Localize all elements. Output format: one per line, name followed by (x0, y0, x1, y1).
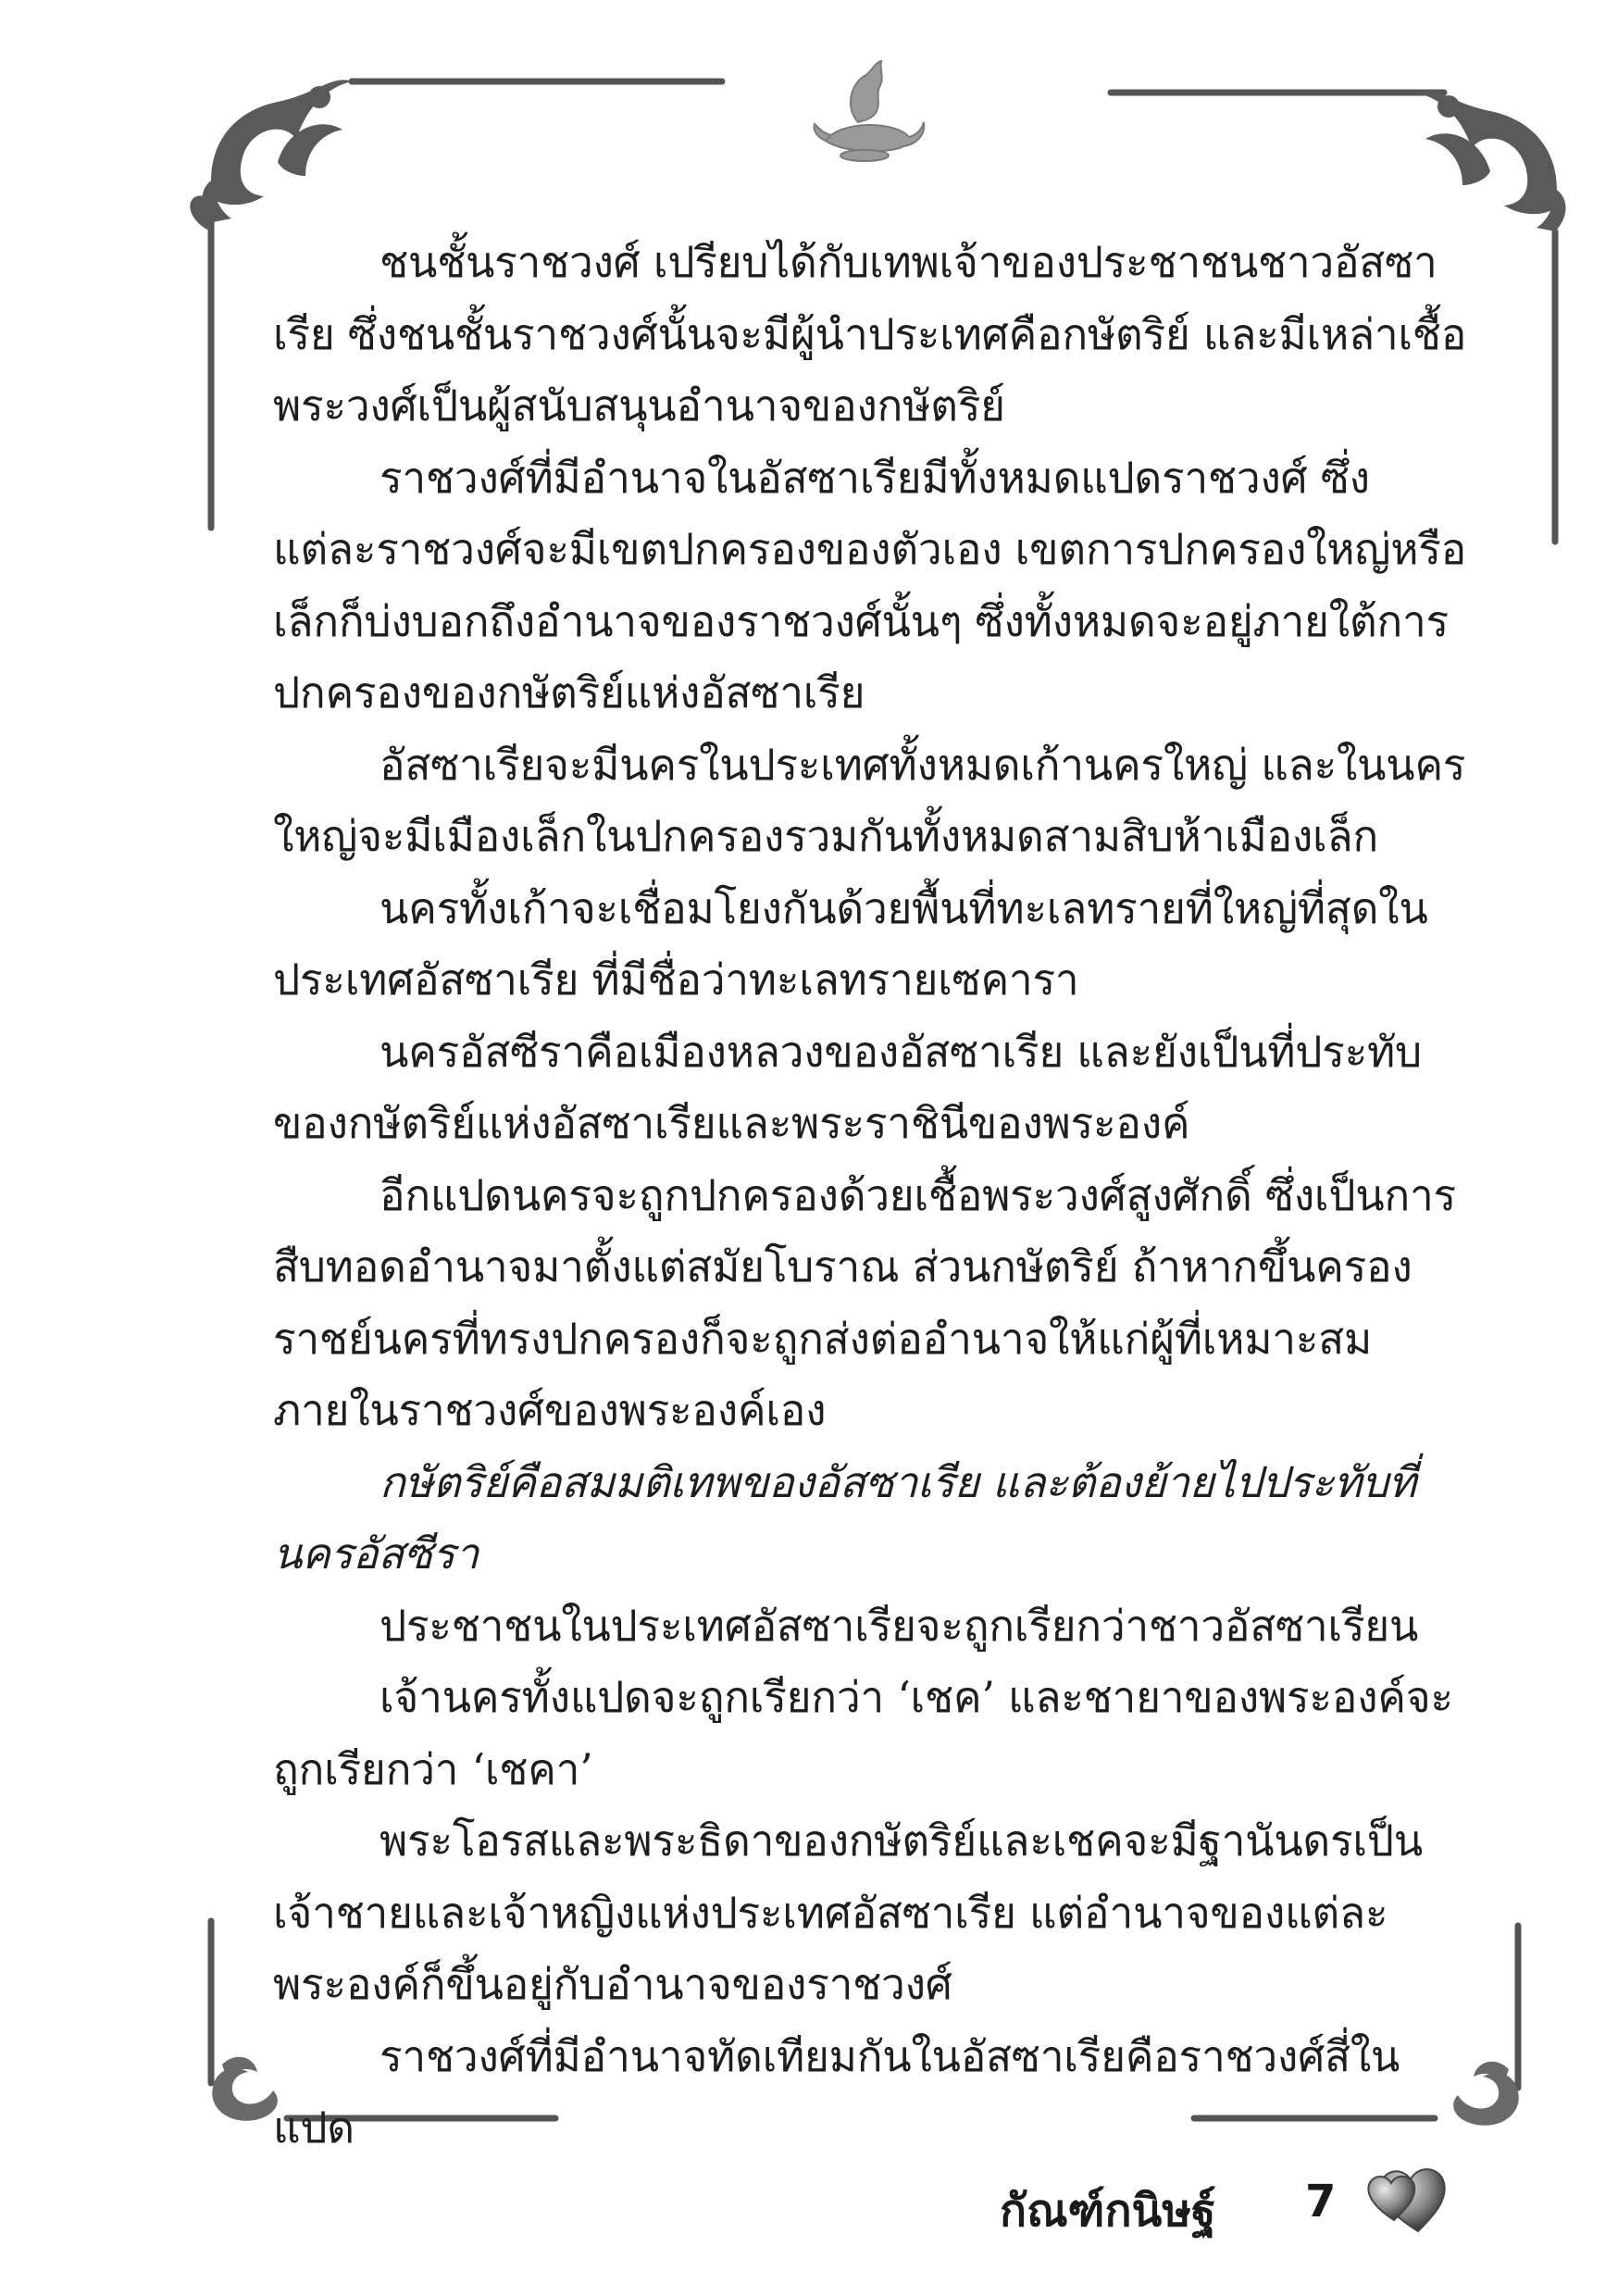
paragraph: นครอัสซีราคือเมืองหลวงของอัสซาเรีย และยังเป็นที่ประทับของกษัตริย์แห่งอัสซาเรียและพระราชินีของพระองค์ (273, 1026, 1422, 1148)
footer-author: กัณฑ์กนิษฐ์ (1000, 2185, 1216, 2237)
paragraph: ราชวงศ์ที่มีอำนาจในอัสซาเรียมีทั้งหมดแปดราชวงศ์ ซึ่งแต่ละราชวงศ์จะมีเขตปกครองของตัวเอง เขตการปกครองใหญ่หรือเล็กก็บ่งบอกถึงอำนาจของราชวงศ์นั้นๆ ซึ่งทั้งหมดจะอยู่ภายใต้การปกครองของกษัตริย์แห่งอัสซาเรีย (273, 452, 1466, 718)
top-right-flourish (1416, 91, 1566, 231)
paragraph: อัสซาเรียจะมีนครในประเทศทั้งหมดเก้านครใหญ่ และในนครใหญ่จะมีเมืองเล็กในปกครองรวมกันทั้งหมดสามสิบห้าเมืองเล็ก (273, 739, 1466, 861)
hearts-icon (1361, 2155, 1462, 2239)
paragraph: อีกแปดนครจะถูกปกครองด้วยเชื้อพระวงศ์สูงศักดิ์ ซึ่งเป็นการสืบทอดอำนาจมาตั้งแต่สมัยโบราณ ส่วนกษัตริย์ ถ้าหากขึ้นครองราชย์นครที่ทรงปกครองก็จะถูกส่งต่ออำนาจให้แก่ผู้ที่เหมาะสมภายในราชวงศ์ของพระองค์เอง (273, 1169, 1456, 1435)
paragraph: ชนชั้นราชวงศ์ เปรียบได้กับเทพเจ้าของประชาชนชาวอัสซาเรีย ซึ่งชนชั้นราชวงศ์นั้นจะมีผู้นำประเทศคือกษัตริย์ และมีเหล่าเชื้อพระวงศ์เป็นผู้สนับสนุนอำนาจของกษัตริย์ (273, 237, 1467, 430)
paragraph: ประชาชนในประเทศอัสซาเรียจะถูกเรียกว่าชาวอัสซาเรียน (380, 1600, 1419, 1651)
paragraph: นครทั้งเก้าจะเชื่อมโยงกันด้วยพื้นที่ทะเลทรายที่ใหญ่ที่สุดในประเทศอัสซาเรีย ที่มีชื่อว่าทะเลทรายเซคารา (273, 882, 1428, 1004)
italic-paragraph: กษัตริย์คือสมมติเทพของอัสซาเรีย และต้องย้ายไปประทับที่นครอัสซีรา (273, 1456, 1416, 1578)
paragraph: เจ้านครทั้งแปดจะถูกเรียกว่า ‘เชค’ และชายาของพระองค์จะถูกเรียกว่า ‘เชคา’ (273, 1672, 1453, 1794)
paragraph: พระโอรสและพระธิดาของกษัตริย์และเชคจะมีฐานันดรเป็นเจ้าชายและเจ้าหญิงแห่งประเทศอัสซาเรีย แต่อำนาจของแต่ละพระองค์ก็ขึ้นอยู่กับอำนาจของราชวงศ์ (273, 1816, 1423, 2009)
genie-lamp-icon (807, 56, 927, 167)
paragraph: ราชวงศ์ที่มีอำนาจทัดเทียมกันในอัสซาเรียคือราชวงศ์สี่ในแปด (273, 2030, 1400, 2152)
bottom-left-flourish (212, 2057, 278, 2121)
body-text (273, 227, 1467, 2165)
top-left-flourish (190, 80, 352, 231)
page-number: 7 (1305, 2176, 1337, 2227)
